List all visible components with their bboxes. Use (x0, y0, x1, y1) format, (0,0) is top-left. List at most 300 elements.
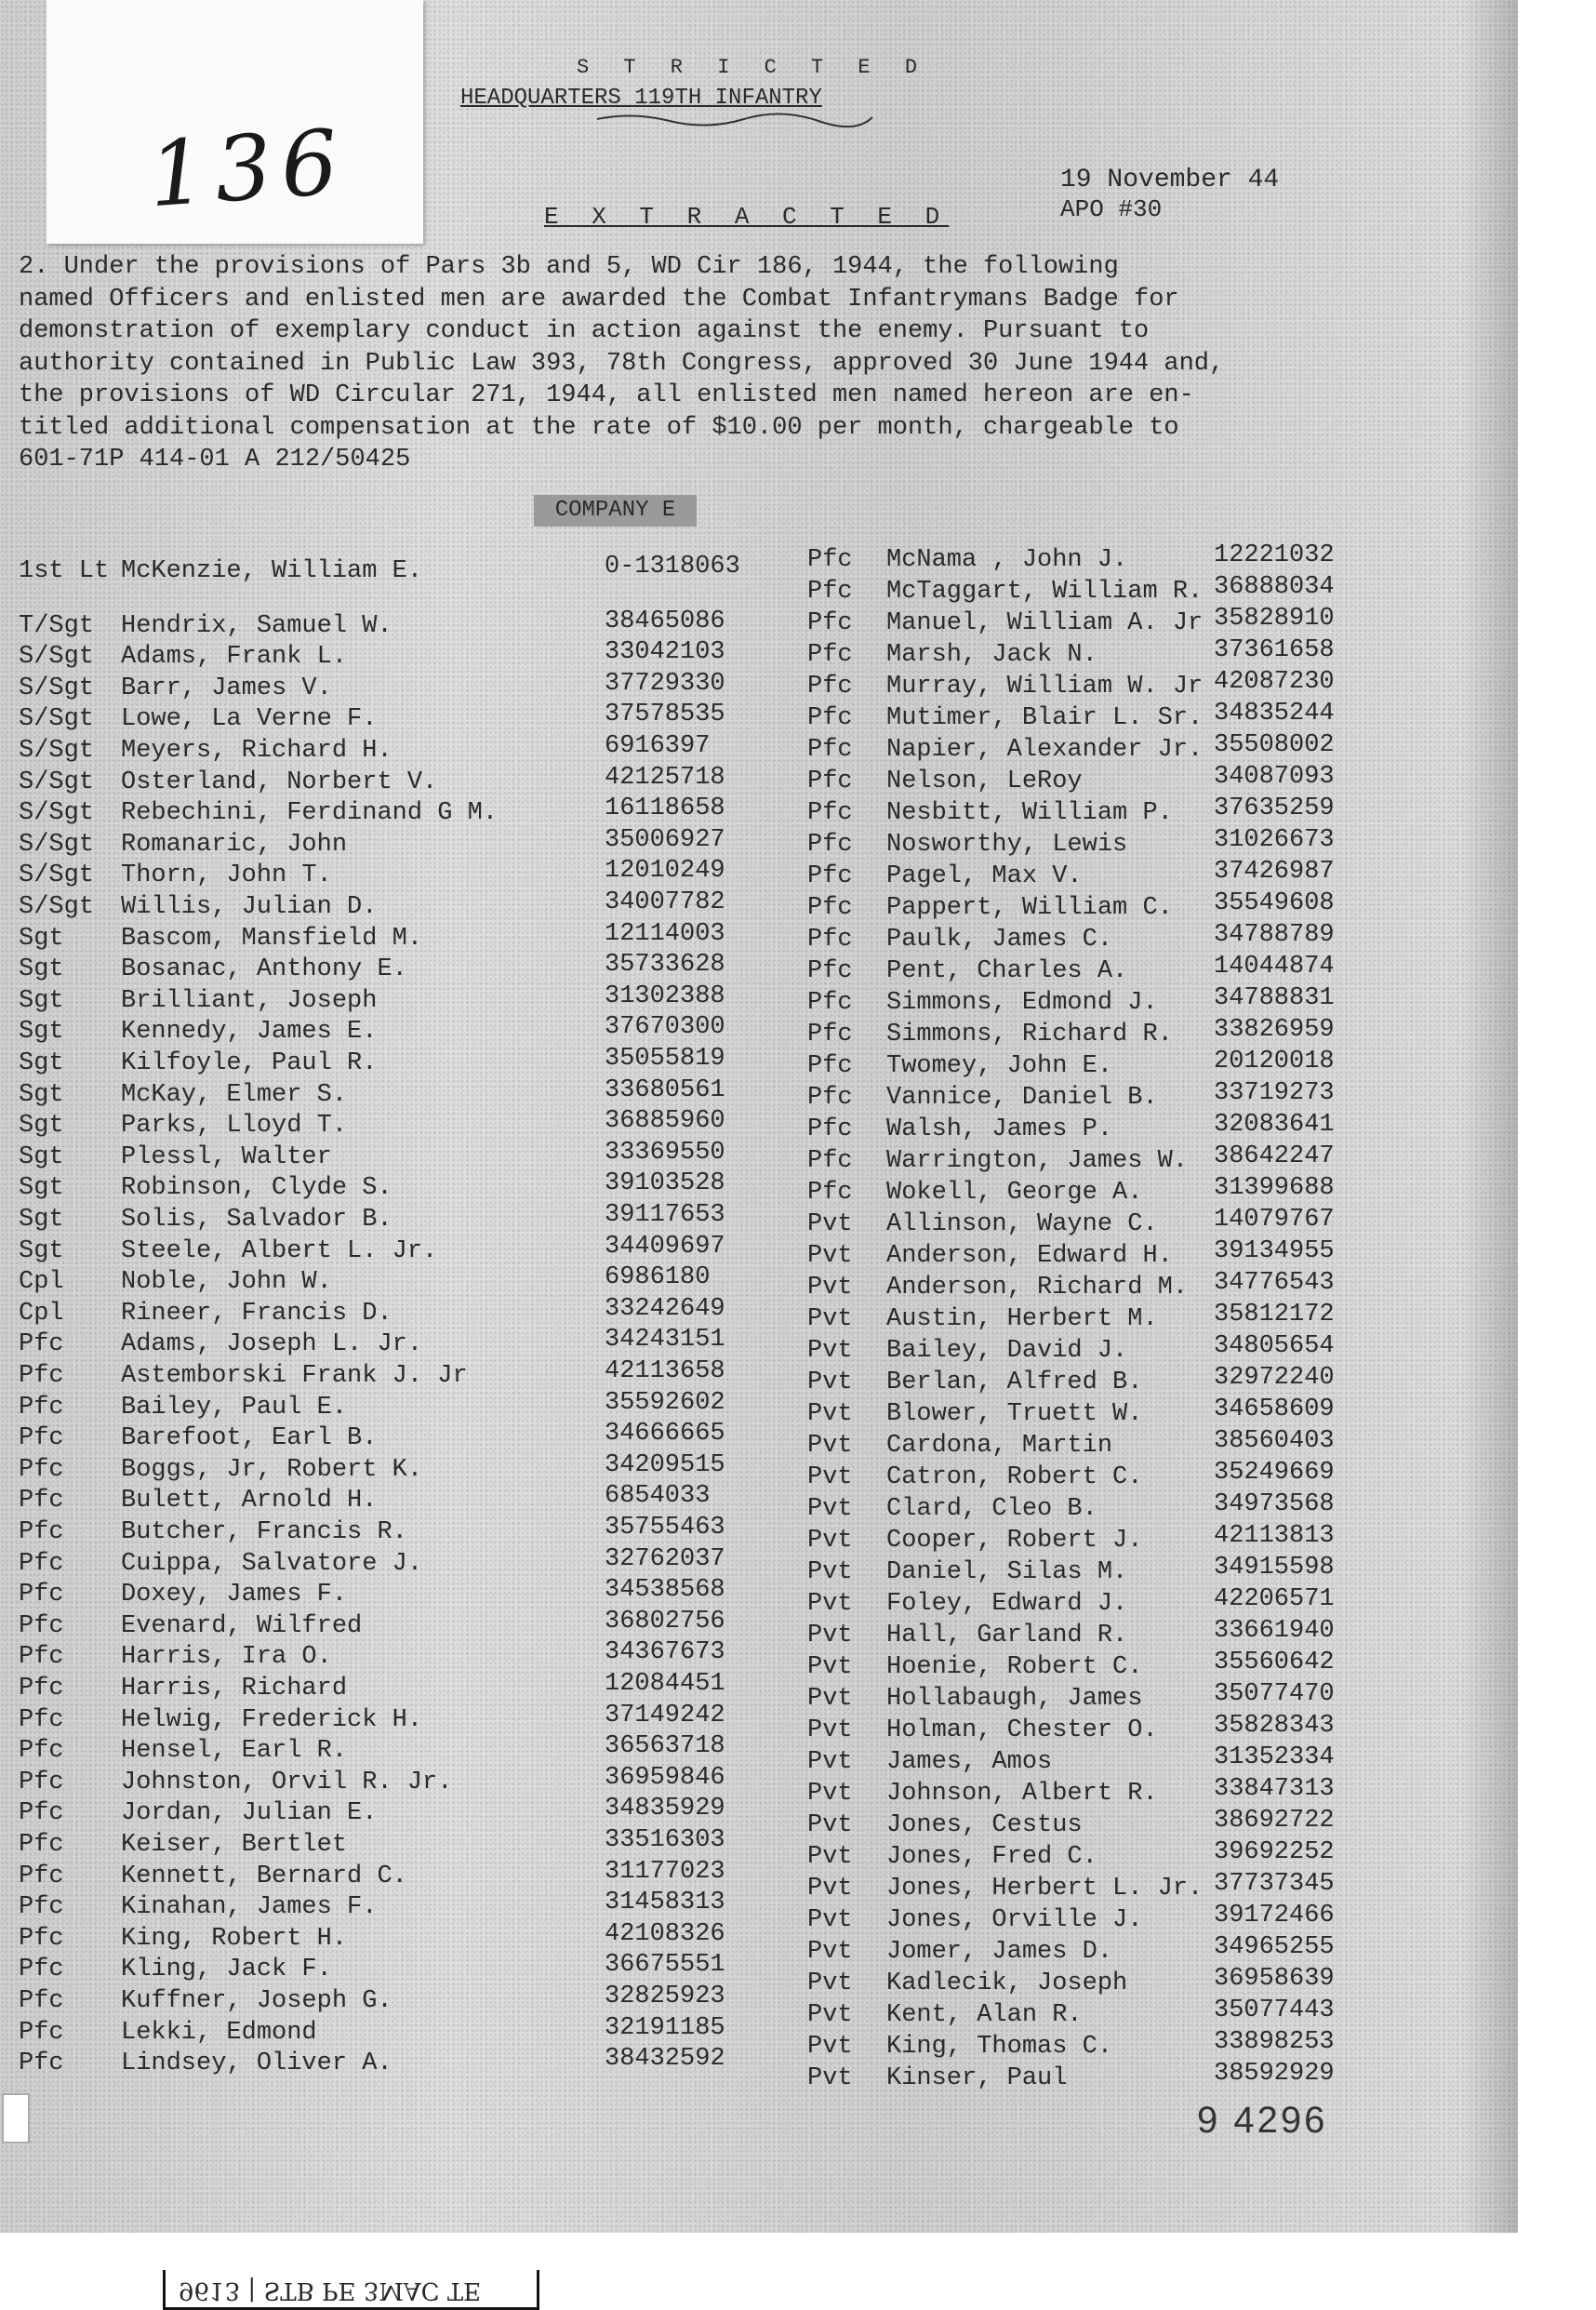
roster-entry (19, 642, 347, 672)
company-heading: COMPANY E (534, 495, 697, 527)
serial-number: 35828343 (1214, 1712, 1335, 1740)
soldier-name: Barefoot, Earl B. (121, 1424, 378, 1453)
soldier-name: Kadlecik, Joseph (886, 1970, 1128, 1997)
roster-entry (19, 1142, 332, 1172)
serial-number: 14079767 (1214, 1206, 1335, 1234)
rank: Pfc (807, 831, 853, 859)
rank: Pfc (807, 926, 853, 954)
serial-number: 35592602 (605, 1388, 725, 1417)
roster-entry (807, 1431, 1112, 1461)
soldier-name: Manuel, William A. Jr (886, 609, 1204, 637)
soldier-name: McNama , John J. (886, 546, 1128, 574)
soldier-name: Jones, Cestus (886, 1811, 1083, 1839)
rank: Pvt (807, 1748, 853, 1776)
roster-entry (807, 988, 1158, 1018)
rank: Pvt (807, 1558, 853, 1586)
roster-entry (807, 577, 1203, 607)
soldier-name: Nesbitt, William P. (886, 799, 1173, 827)
roster-entry (19, 1080, 347, 1110)
soldier-name: Murray, William W. Jr (886, 673, 1204, 701)
roster-entry (19, 1705, 422, 1735)
rank: Pvt (807, 1210, 853, 1238)
rank: Pvt (807, 1337, 853, 1365)
roster-entry (19, 1205, 392, 1235)
rank: Pvt (807, 2033, 853, 2061)
soldier-name: Adams, Frank L. (121, 643, 348, 672)
soldier-name: Marsh, Jack N. (886, 641, 1097, 669)
header-underline-scribble (595, 110, 874, 128)
rank: Pfc (19, 1424, 64, 1453)
apo-number: APO #30 (1060, 195, 1163, 223)
paragraph-line: the provisions of WD Circular 271, 1944, all enlisted men named hereon are en- (19, 381, 1194, 409)
rank: Pvt (807, 1432, 853, 1460)
rank: Sgt (19, 1174, 64, 1203)
paragraph-line: 601-71P 414-01 A 212/50425 (19, 446, 411, 474)
soldier-name: Romanaric, John (121, 830, 348, 859)
rank: S/Sgt (19, 768, 95, 796)
serial-number: 36563718 (605, 1732, 725, 1761)
soldier-name: Kennedy, James E. (121, 1018, 378, 1047)
rank: S/Sgt (19, 861, 95, 890)
roster-entry (807, 1621, 1127, 1650)
rank: Pfc (807, 704, 853, 732)
soldier-name: Nosworthy, Lewis (886, 831, 1128, 859)
rank: Pvt (807, 1274, 853, 1302)
rank: Pvt (807, 1843, 853, 1871)
serial-number: 33826959 (1214, 1016, 1335, 1044)
roster-entry (19, 611, 392, 641)
soldier-name: Kilfoyle, Paul R. (121, 1049, 378, 1077)
serial-number: 33516303 (605, 1826, 725, 1854)
soldier-name: King, Thomas C. (886, 2033, 1113, 2061)
rank: Pvt (807, 1400, 853, 1428)
document-date: 19 November 44 (1060, 166, 1280, 194)
roster-entry (19, 2018, 317, 2048)
soldier-name: McKay, Elmer S. (121, 1080, 348, 1109)
soldier-name: Harris, Richard (121, 1675, 348, 1702)
serial-number: 31458313 (605, 1889, 725, 1917)
rank: S/Sgt (19, 737, 95, 765)
soldier-name: Meyers, Richard H. (121, 737, 392, 765)
serial-number: 42113813 (1214, 1522, 1335, 1550)
serial-number: 34973568 (1214, 1490, 1335, 1518)
soldier-name: Robinson, Clyde S. (121, 1174, 392, 1203)
roster-entry (807, 830, 1127, 860)
serial-number: 33719273 (1214, 1079, 1335, 1107)
rank: T/Sgt (19, 611, 95, 640)
soldier-name: Twomey, John E. (886, 1052, 1113, 1080)
serial-number: 33661940 (1214, 1617, 1335, 1645)
soldier-name: Lekki, Edmond (121, 2018, 317, 2047)
roster-entry (19, 1830, 347, 1860)
rank: Pvt (807, 1590, 853, 1618)
rank: Pvt (807, 2064, 853, 2092)
serial-number: 34776543 (1214, 1269, 1335, 1297)
soldier-name: Holman, Chester O. (886, 1716, 1158, 1744)
rank: Pvt (807, 1369, 853, 1396)
rank: Pvt (807, 1811, 853, 1839)
soldier-name: Warrington, James W. (886, 1147, 1189, 1175)
roster-entry (807, 640, 1097, 670)
serial-number: 33369550 (605, 1138, 725, 1167)
soldier-name: Thorn, John T. (121, 861, 332, 890)
rank: Pfc (807, 768, 853, 795)
roster-entry (807, 1716, 1158, 1745)
rank: Pvt (807, 1622, 853, 1649)
roster-entry (19, 1924, 347, 1954)
roster-entry (19, 1642, 332, 1672)
soldier-name: Plessl, Walter (121, 1142, 332, 1171)
rank: Pfc (807, 1115, 853, 1143)
serial-number: 34658609 (1214, 1395, 1335, 1423)
roster-entry (19, 1549, 422, 1579)
soldier-name: Willis, Julian D. (121, 893, 378, 921)
serial-number: 34243151 (605, 1326, 725, 1355)
rank: S/Sgt (19, 705, 95, 734)
rank: Pfc (807, 799, 853, 827)
serial-number: 33680561 (605, 1075, 725, 1104)
serial-number: 6986180 (605, 1263, 711, 1292)
rank: Pvt (807, 1242, 853, 1270)
serial-number: 34209515 (605, 1450, 725, 1479)
serial-number: 34538568 (605, 1576, 725, 1605)
serial-number: 6916397 (605, 732, 711, 760)
serial-number: 16118658 (605, 794, 725, 823)
roster-entry (807, 1368, 1142, 1397)
soldier-name: Evenard, Wilfred (121, 1611, 363, 1640)
roster-entry (807, 2000, 1083, 2030)
rank: Pfc (807, 609, 853, 637)
soldier-name: Bascom, Mansfield M. (121, 924, 423, 953)
rank: Pfc (19, 1611, 64, 1640)
rank: Pfc (19, 1330, 64, 1359)
rank: Pvt (807, 1495, 853, 1523)
roster-entry (19, 1393, 347, 1422)
roster-entry (19, 1486, 377, 1516)
paragraph-line: named Officers and enlisted men are awarded the Combat Infantrymans Badge for (19, 285, 1179, 314)
rank: Pfc (807, 641, 853, 669)
roster-entry (807, 1557, 1127, 1587)
rank: 1st Lt (19, 557, 110, 585)
roster-entry (19, 1862, 407, 1891)
roster-entry (807, 893, 1173, 923)
soldier-name: Johnston, Orvil R. Jr. (121, 1768, 453, 1796)
roster-entry (807, 798, 1173, 828)
roster-entry (19, 1173, 392, 1203)
soldier-name: Kinser, Paul (886, 2064, 1068, 2092)
serial-number: 34087093 (1214, 763, 1335, 791)
roster-entry (807, 1336, 1127, 1366)
soldier-name: Cardona, Martin (886, 1432, 1113, 1460)
roster-entry (19, 1299, 392, 1329)
soldier-name: Bailey, Paul E. (121, 1393, 348, 1422)
roster-entry (807, 1969, 1127, 1998)
serial-number: 42108326 (605, 1919, 725, 1948)
soldier-name: Steele, Albert L. Jr. (121, 1236, 438, 1265)
soldier-name: Cuippa, Salvatore J. (121, 1549, 423, 1578)
rank: Pvt (807, 1305, 853, 1333)
serial-number: 38692722 (1214, 1807, 1335, 1835)
roster-entry (19, 1423, 377, 1453)
soldier-name: Adams, Joseph L. Jr. (121, 1330, 423, 1359)
soldier-name: Wokell, George A. (886, 1179, 1143, 1207)
serial-number: 37635259 (1214, 794, 1335, 822)
serial-number: 35055819 (605, 1045, 725, 1073)
serial-number: 42125718 (605, 763, 725, 792)
soldier-name: Osterland, Norbert V. (121, 768, 438, 796)
rank: Pfc (19, 1987, 64, 2015)
serial-number: 32825923 (605, 1983, 725, 2010)
serial-number: 32972240 (1214, 1364, 1335, 1392)
soldier-name: Walsh, James P. (886, 1115, 1113, 1143)
serial-number: 35508002 (1214, 731, 1335, 759)
roster-entry (19, 986, 377, 1016)
rank: Pfc (19, 1362, 64, 1390)
serial-number: 35006927 (605, 825, 725, 854)
soldier-name: Hoenie, Robert C. (886, 1653, 1143, 1681)
roster-entry (807, 1209, 1158, 1239)
rank: Pfc (807, 862, 853, 890)
soldier-name: Anderson, Edward H. (886, 1242, 1173, 1270)
soldier-name: Parks, Lloyd T. (121, 1112, 348, 1141)
serial-number: 31302388 (605, 981, 725, 1010)
roster-entry (19, 1736, 347, 1766)
serial-number: 32191185 (605, 2013, 725, 2042)
rank: Pfc (19, 1487, 64, 1516)
roster-entry (19, 736, 392, 766)
serial-number: 36885960 (605, 1107, 725, 1136)
soldier-name: Brilliant, Joseph (121, 986, 378, 1015)
rank: Pvt (807, 1716, 853, 1744)
rank: Pfc (19, 1643, 64, 1672)
rank: Sgt (19, 1206, 64, 1234)
roster-entry (19, 2049, 392, 2078)
roster-entry (807, 1083, 1158, 1113)
rank: Pvt (807, 1780, 853, 1808)
rank: Sgt (19, 924, 64, 953)
serial-number: 37737345 (1214, 1870, 1335, 1898)
rank: S/Sgt (19, 830, 95, 859)
serial-number: 38642247 (1214, 1142, 1335, 1170)
serial-number: 34409697 (605, 1232, 725, 1261)
soldier-name: Vannice, Daniel B. (886, 1084, 1158, 1112)
roster-entry (807, 735, 1203, 765)
rank: Pvt (807, 1527, 853, 1555)
serial-number: 35812172 (1214, 1301, 1335, 1329)
serial-number: 34666665 (605, 1420, 725, 1449)
serial-number: 0-1318063 (605, 553, 740, 581)
rank: Pfc (19, 1737, 64, 1766)
serial-number: 32762037 (605, 1544, 725, 1573)
roster-entry (19, 892, 377, 922)
rank: S/Sgt (19, 643, 95, 672)
roster-entry (19, 1986, 392, 2016)
soldier-name: Pappert, William C. (886, 894, 1173, 922)
soldier-name: Daniel, Silas M. (886, 1558, 1128, 1586)
serial-number: 34367673 (605, 1638, 725, 1667)
roster-entry (807, 1273, 1188, 1302)
soldier-name: James, Amos (886, 1748, 1053, 1776)
rank: Sgt (19, 955, 64, 984)
serial-number: 35249669 (1214, 1459, 1335, 1487)
roster-entry (807, 1020, 1173, 1049)
serial-number: 20120018 (1214, 1048, 1335, 1075)
soldier-name: Hensel, Earl R. (121, 1737, 348, 1766)
serial-number: 42206571 (1214, 1585, 1335, 1613)
bottom-label: 9613 | STB PE 3MAC TE (163, 2270, 539, 2310)
soldier-name: Solis, Salvador B. (121, 1206, 392, 1234)
serial-number: 34965255 (1214, 1933, 1335, 1961)
rank: Pvt (807, 2001, 853, 2029)
roster-entry (19, 1361, 468, 1391)
serial-number: 33042103 (605, 638, 725, 667)
serial-number: 34788831 (1214, 984, 1335, 1012)
soldier-name: Bailey, David J. (886, 1337, 1128, 1365)
rank: Pfc (807, 673, 853, 701)
soldier-name: Kuffner, Joseph G. (121, 1987, 392, 2015)
rank: Sgt (19, 1049, 64, 1077)
roster-entry (19, 955, 407, 984)
roster-entry (807, 1051, 1112, 1081)
rank: Pfc (807, 1084, 853, 1112)
rank: Pfc (19, 1518, 64, 1546)
serial-number: 33847313 (1214, 1775, 1335, 1803)
soldier-name: Allinson, Wayne C. (886, 1210, 1158, 1238)
serial-number: 39117653 (605, 1201, 725, 1229)
soldier-name: Butcher, Francis R. (121, 1518, 407, 1546)
serial-number: 37361658 (1214, 636, 1335, 664)
serial-number: 39103528 (605, 1169, 725, 1198)
rank: Cpl (19, 1268, 64, 1297)
soldier-name: Catron, Robert C. (886, 1463, 1143, 1491)
rank: Pfc (19, 1956, 64, 1984)
roster-entry (807, 1842, 1097, 1872)
serial-number: 31177023 (605, 1857, 725, 1886)
roster-entry (807, 925, 1112, 955)
serial-number: 42113658 (605, 1357, 725, 1385)
soldier-name: Kennett, Bernard C. (121, 1862, 407, 1890)
soldier-name: Jones, Herbert L. Jr. (886, 1875, 1204, 1903)
soldier-name: Jordan, Julian E. (121, 1799, 378, 1828)
rank: Pfc (19, 1893, 64, 1922)
serial-number: 38560403 (1214, 1427, 1335, 1455)
rank: S/Sgt (19, 674, 95, 702)
classification-header: S T R I C T E D (577, 56, 929, 79)
serial-number: 37578535 (605, 701, 725, 729)
rank: Pfc (19, 2050, 64, 2078)
serial-number: 34835244 (1214, 700, 1335, 728)
rank: S/Sgt (19, 799, 95, 828)
rank: Pfc (807, 894, 853, 922)
soldier-name: Napier, Alexander Jr. (886, 736, 1204, 764)
rank: Sgt (19, 986, 64, 1015)
soldier-name: Keiser, Bertlet (121, 1831, 348, 1859)
roster-entry (807, 672, 1203, 701)
serial-number: 31352334 (1214, 1743, 1335, 1771)
serial-number: 31399688 (1214, 1174, 1335, 1202)
roster-entry (19, 556, 422, 586)
soldier-name: Clard, Cleo B. (886, 1495, 1097, 1523)
serial-number: 42087230 (1214, 668, 1335, 696)
rank: Cpl (19, 1299, 64, 1328)
soldier-name: Paulk, James C. (886, 926, 1113, 954)
roster-entry (807, 1494, 1097, 1524)
soldier-name: Doxey, James F. (121, 1581, 348, 1609)
serial-number: 39172466 (1214, 1902, 1335, 1929)
soldier-name: Simmons, Richard R. (886, 1021, 1173, 1048)
roster-entry (807, 608, 1203, 638)
roster-entry (807, 703, 1203, 733)
rank: Pfc (19, 1831, 64, 1859)
roster-entry (19, 924, 422, 954)
rank: Pfc (19, 1768, 64, 1796)
roster-entry (807, 1684, 1142, 1714)
rank: Pfc (19, 1924, 64, 1953)
serial-number: 12084451 (605, 1670, 725, 1698)
soldier-name: Jones, Orville J. (886, 1906, 1143, 1934)
serial-number: 12221032 (1214, 541, 1335, 569)
rank: Pfc (807, 546, 853, 574)
rank: Pvt (807, 1938, 853, 1966)
soldier-name: Austin, Herbert M. (886, 1305, 1158, 1333)
serial-number: 12010249 (605, 857, 725, 886)
rank: Pfc (19, 1799, 64, 1828)
soldier-name: Pagel, Max V. (886, 862, 1083, 890)
rank: Pfc (19, 2018, 64, 2047)
roster-entry (19, 768, 437, 797)
serial-number: 36802756 (605, 1607, 725, 1636)
roster-entry (807, 767, 1083, 796)
paragraph-line: 2. Under the provisions of Pars 3b and 5, WD Cir 186, 1944, the following (19, 253, 1119, 281)
roster-entry (19, 1768, 452, 1797)
roster-entry (19, 1236, 437, 1266)
roster-entry (19, 830, 347, 860)
unit-header: HEADQUARTERS 119TH INFANTRY (460, 86, 822, 111)
serial-number: 35077470 (1214, 1680, 1335, 1708)
roster-entry (19, 1017, 377, 1047)
soldier-name: Johnson, Albert R. (886, 1780, 1158, 1808)
roster-entry (19, 1455, 422, 1485)
serial-number: 6854033 (605, 1482, 711, 1511)
soldier-name: Rineer, Francis D. (121, 1299, 392, 1328)
serial-number: 37149242 (605, 1701, 725, 1729)
serial-number: 39134955 (1214, 1237, 1335, 1265)
serial-number: 37426987 (1214, 858, 1335, 886)
soldier-name: Helwig, Frederick H. (121, 1705, 423, 1734)
soldier-name: Foley, Edward J. (886, 1590, 1128, 1618)
serial-number: 12114003 (605, 919, 725, 948)
roster-entry (19, 1267, 332, 1297)
roster-entry (807, 1241, 1173, 1271)
soldier-name: Kling, Jack F. (121, 1956, 332, 1984)
soldier-name: Lowe, La Verne F. (121, 705, 378, 734)
soldier-name: Hall, Garland R. (886, 1622, 1128, 1649)
soldier-name: Simmons, Edmond J. (886, 989, 1158, 1017)
serial-number: 36675551 (605, 1951, 725, 1980)
soldier-name: McKenzie, William E. (121, 557, 423, 585)
paragraph-line: demonstration of exemplary conduct in action against the enemy. Pursuant to (19, 317, 1150, 345)
serial-number: 35828910 (1214, 605, 1335, 633)
serial-number: 39692252 (1214, 1838, 1335, 1866)
rank: Pfc (19, 1581, 64, 1609)
serial-number: 34835929 (605, 1795, 725, 1823)
paragraph-line: authority contained in Public Law 393, 78th Congress, approved 30 June 1944 and, (19, 349, 1225, 378)
serial-number: 34007782 (605, 888, 725, 916)
serial-number: 35755463 (605, 1514, 725, 1542)
rank: Pvt (807, 1463, 853, 1491)
roster-entry (19, 1048, 377, 1078)
roster-entry (807, 545, 1127, 575)
